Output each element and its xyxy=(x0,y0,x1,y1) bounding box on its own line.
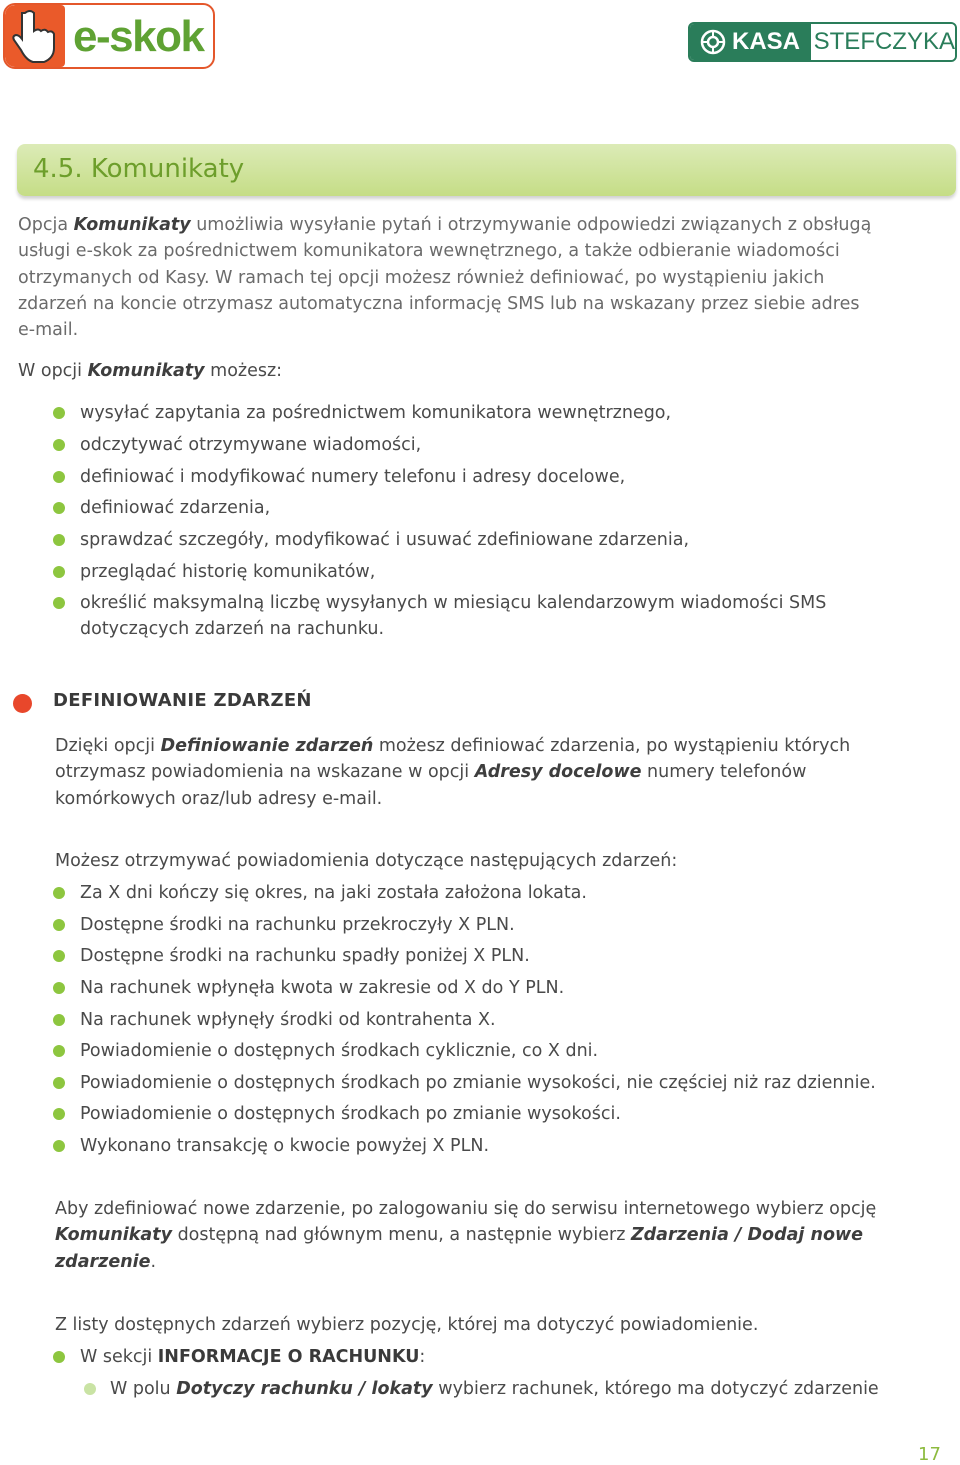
bullet-icon xyxy=(53,597,65,609)
pointing-hand-icon xyxy=(5,5,65,67)
section-bullet-icon xyxy=(13,694,32,713)
list-item: sprawdzać szczegóły, modyfikować i usuwać zdefiniowane zdarzenia, xyxy=(80,530,690,550)
sub-bullet-icon xyxy=(84,1383,96,1395)
intro-line-3: otrzymanych od Kasy. W ramach tej opcji możesz również definiować, po wystąpieniu jakich xyxy=(18,267,825,288)
bullet-icon xyxy=(53,471,65,483)
event-item: Dostępne środki na rachunku przekroczyły X PLN. xyxy=(80,915,515,935)
event-item: Na rachunek wpłynęła kwota w zakresie od X do Y PLN. xyxy=(80,978,565,998)
options-lead: W opcji Komunikaty możesz: xyxy=(18,361,283,381)
howto-line-2: Komunikaty dostępną nad głównym menu, a następnie wybierz Zdarzenia / Dodaj nowe xyxy=(55,1225,864,1246)
list-item: definiować i modyfikować numery telefonu i adresy docelowe, xyxy=(80,467,626,487)
event-item: Za X dni kończy się okres, na jaki została założona lokata. xyxy=(80,883,587,903)
bullet-icon xyxy=(53,919,65,931)
bullet-icon xyxy=(53,1045,65,1057)
howto-paragraph xyxy=(55,1196,876,1275)
howto-line-3: zdarzenie. xyxy=(55,1251,157,1272)
bullet-icon xyxy=(53,407,65,419)
kasa-logo-text: KASA xyxy=(732,28,801,55)
event-item: Dostępne środki na rachunku spadły poniżej X PLN. xyxy=(80,946,530,966)
bullet-icon xyxy=(53,534,65,546)
bullet-icon xyxy=(53,1077,65,1089)
bullet-icon xyxy=(53,1351,65,1363)
list-lead: Z listy dostępnych zdarzeń wybierz pozycję, której ma dotyczyć powiadomienie. xyxy=(55,1315,759,1335)
howto-line-1: Aby zdefiniować nowe zdarzenie, po zalogowaniu się do serwisu internetowego wybierz opcję xyxy=(55,1199,877,1219)
bullet-icon xyxy=(53,1108,65,1120)
bullet-icon xyxy=(53,1014,65,1026)
bullet-icon xyxy=(53,566,65,578)
definition-line-1: Dzięki opcji Definiowanie zdarzeń możesz definiować zdarzenia, po wystąpieniu których xyxy=(55,736,851,756)
event-item: Wykonano transakcję o kwocie powyżej X PLN. xyxy=(80,1136,490,1156)
eskok-logo xyxy=(3,3,215,69)
list-item-continuation: dotyczących zdarzeń na rachunku. xyxy=(80,619,385,639)
definition-line-3: komórkowych oraz/lub adresy e-mail. xyxy=(55,788,383,809)
bullet-icon xyxy=(53,982,65,994)
event-item: Powiadomienie o dostępnych środkach cyklicznie, co X dni. xyxy=(80,1041,599,1061)
section-header-bar xyxy=(17,144,956,196)
stefczyka-logo-text: STEFCZYKA xyxy=(811,24,955,60)
list-item: odczytywać otrzymywane wiadomości, xyxy=(80,435,422,455)
bullet-icon xyxy=(53,439,65,451)
list-item: przeglądać historię komunikatów, xyxy=(80,562,376,582)
intro-line-4: zdarzeń na koncie otrzymasz automatyczna informację SMS lub na wskazany przez siebie adres xyxy=(18,293,860,314)
kasa-emblem-icon xyxy=(700,29,726,55)
event-item: Na rachunek wpłynęły środki od kontrahenta X. xyxy=(80,1010,496,1030)
page-number: 17 xyxy=(918,1444,941,1465)
section-title: 4.5. Komunikaty xyxy=(33,154,245,184)
event-item: Powiadomienie o dostępnych środkach po zmianie wysokości. xyxy=(80,1104,621,1124)
intro-line-5: e-mail. xyxy=(18,320,79,341)
bullet-icon xyxy=(53,950,65,962)
list-item: wysyłać zapytania za pośrednictwem komunikatora wewnętrznego, xyxy=(80,403,672,423)
bullet-icon xyxy=(53,887,65,899)
kasa-stefczyka-logo xyxy=(688,22,957,62)
section-item: W sekcji INFORMACJE O RACHUNKU: xyxy=(80,1347,426,1367)
definition-line-2: otrzymasz powiadomienia na wskazane w opcji Adresy docelowe numery telefonów xyxy=(55,762,807,783)
list-item: określić maksymalną liczbę wysyłanych w miesiącu kalendarzowym wiadomości SMS xyxy=(80,593,827,613)
event-item: Powiadomienie o dostępnych środkach po zmianie wysokości, nie częściej niż raz dziennie. xyxy=(80,1073,876,1093)
definition-paragraph xyxy=(55,733,850,812)
bullet-icon xyxy=(53,1140,65,1152)
intro-paragraph xyxy=(18,212,948,343)
list-item: definiować zdarzenia, xyxy=(80,498,271,518)
intro-line-1: Opcja Komunikaty umożliwia wysyłanie pytań i otrzymywanie odpowiedzi związanych z obsługą xyxy=(18,215,872,235)
subsection-heading: DEFINIOWANIE ZDARZEŃ xyxy=(53,690,312,711)
events-lead: Możesz otrzymywać powiadomienia dotyczące następujących zdarzeń: xyxy=(55,851,678,871)
sub-item: W polu Dotyczy rachunku / lokaty wybierz rachunek, którego ma dotyczyć zdarzenie xyxy=(110,1379,879,1399)
intro-line-2: usługi e-skok za pośrednictwem komunikatora wewnętrznego, a także odbieranie wiadomości xyxy=(18,241,840,262)
eskok-logo-text: e-skok xyxy=(73,12,204,61)
bullet-icon xyxy=(53,502,65,514)
